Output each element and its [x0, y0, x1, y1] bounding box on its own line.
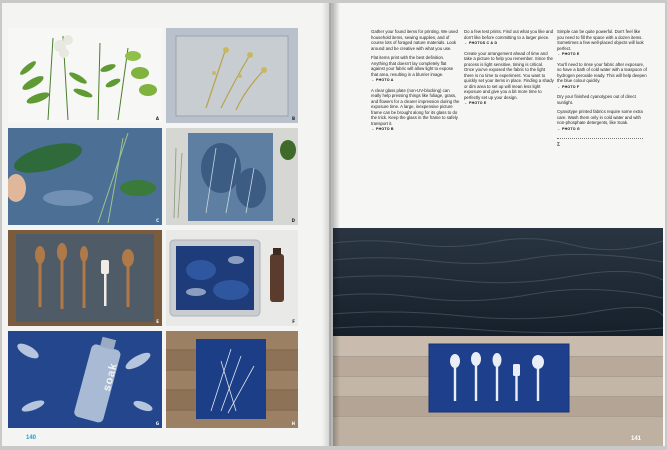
photo-e-spoons: [8, 230, 162, 326]
lake-dock-illustration: [333, 228, 663, 446]
photo-reference: ← PHOTO A: [371, 78, 394, 82]
dotted-divider: [557, 138, 643, 139]
photo-letter: H: [291, 421, 295, 426]
photo-letter: F: [292, 319, 295, 324]
photo-reference: ← PHOTO F: [557, 84, 580, 89]
text-column-1: [371, 29, 461, 137]
paragraph: Dry your finished cyanotypes out of direct sunlight.: [557, 94, 636, 105]
photo-h-cyanotype-on-wood: [166, 331, 298, 428]
paragraph: Create your arrangement ahead of time and take a picture to help you remember. Since the process is light sensitive, timing is critical. Once you've exposed the fabric to the light there is no time to experiment. You want to quickly set your items in place. Finding a shady or dim area to set up will mean less light exposure and give you a bit more time to perfectly set up your design.: [464, 50, 554, 100]
photo-letter: G: [155, 421, 159, 426]
right-page: [331, 3, 665, 446]
paragraph: A clear glass plate (non-UV-blocking) can really help pressing things like foliage, grass, and flowers for a clearer impression during the exposure time. A large, inexpensive picture frame can be brought along for its glass to do the trick. Keep the glass in the frame to safely transport it.: [371, 87, 460, 126]
rinse-tray-illustration: [166, 230, 298, 326]
photo-c-fern-print: [8, 128, 162, 225]
photo-reference: ← PHOTO G: [557, 126, 580, 131]
bottle-label: soak: [100, 361, 121, 393]
text-column-2: [464, 29, 554, 111]
photo-reference: ← PHOTO B: [371, 127, 394, 131]
plants-illustration: [8, 28, 162, 123]
paragraph: Flat items print with the best definition. Anything that doesn't lay completely flat against your fabric will allow light to expose that area, resulting in a blurrier image.: [371, 55, 454, 77]
paragraph: You'll need to rinse your fabric after exposure, so have a bath of cold water with a teaspoon of hydrogen peroxide ready. This will help deepen the blue colour quickly.: [557, 61, 647, 83]
photo-lake-dock-cyanotype: [333, 228, 663, 446]
photo-letter: B: [291, 116, 295, 121]
paragraph: Do a few test prints. Find out what you like and don't like before committing to a larger piece.: [464, 29, 554, 40]
paragraph: Cyanotype printed fabrics require some extra care. Wash them only in cold water and with non-phosphate detergents, like Soak.: [557, 109, 643, 125]
fern-print-illustration: [8, 128, 162, 225]
photo-letter: E: [156, 319, 159, 324]
page-number-left: 140: [26, 435, 37, 441]
photo-letter: C: [156, 218, 159, 223]
photo-letter: A: [155, 116, 159, 121]
photo-g-soak-bottle: [8, 331, 162, 428]
photo-f-rinse-tray: [166, 230, 298, 326]
text-column-3: [557, 29, 647, 149]
paragraph: Simple can be quite powerful. Don't feel like you need to fill the space with a dozen items. Sometimes a few well-placed objects will look perfect.: [557, 29, 644, 51]
photo-d-exposed-fabric: [166, 128, 298, 225]
left-page: [2, 3, 329, 446]
end-mark-icon: Σ: [557, 142, 561, 148]
spoons-illustration: [8, 230, 162, 326]
exposed-fabric-illustration: [166, 128, 298, 225]
photo-letter: D: [291, 218, 295, 223]
soak-bottle-illustration: [8, 331, 162, 428]
cyanotype-on-wood-illustration: [166, 331, 298, 428]
photo-a-plants: [8, 28, 162, 123]
photo-reference: ← PHOTOS C & D: [464, 41, 498, 45]
paragraph: Gather your found items for printing. We used household items, sewing supplies, and of course lots of foraged nature materials. Look around and be creative with what you use.: [371, 29, 458, 51]
spine-shadow: [322, 3, 340, 446]
photo-reference: ← PHOTO E: [557, 52, 580, 56]
photo-b-glass-plate: [166, 28, 298, 123]
page-number-right: 141: [630, 436, 641, 442]
photo-reference: ← PHOTO E: [464, 101, 487, 105]
glass-plate-illustration: [166, 28, 298, 123]
